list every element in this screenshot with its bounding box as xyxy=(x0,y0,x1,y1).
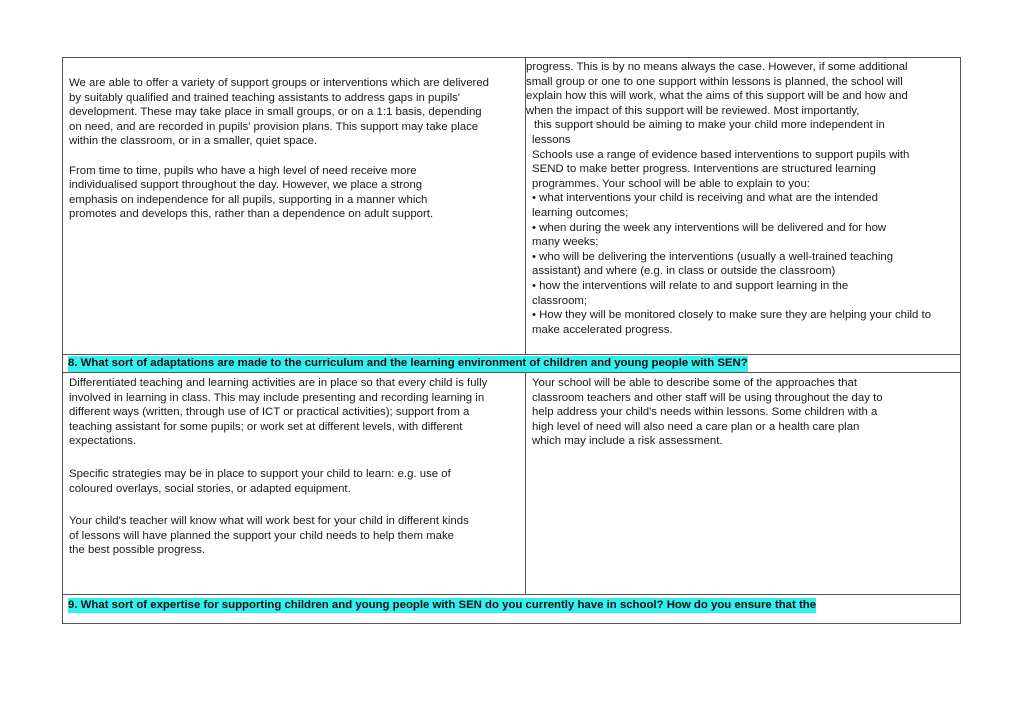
interventions-cell xyxy=(526,58,960,354)
text-line: small group or one to one support within lessons is planned, the school will xyxy=(526,75,903,88)
text-line: by suitably qualified and trained teaching assistants to address gaps in pupils' xyxy=(69,91,460,104)
text-line: on need, and are recorded in pupils' provision plans. This support may take place xyxy=(69,120,479,133)
section-8-heading: 8. What sort of adaptations are made to the curriculum and the learning environment of children and young people with SEN? xyxy=(68,356,748,372)
text-line: progress. This is by no means always the case. However, if some additional xyxy=(526,61,908,73)
text-line: lessons xyxy=(532,133,571,146)
text-line: coloured overlays, social stories, or adapted equipment. xyxy=(69,482,351,495)
text-line: of lessons will have planned the support your child needs to help them make xyxy=(69,529,454,542)
text-line: Your school will be able to describe some of the approaches that xyxy=(532,377,858,389)
text-line: make accelerated progress. xyxy=(532,323,673,336)
text-line: learning outcomes; xyxy=(532,206,629,219)
text-line: We are able to offer a variety of support groups or interventions which are delivered xyxy=(69,77,489,89)
section-9-heading: 9. What sort of expertise for supporting children and young people with SEN do you currently have in school? How do you ensure that the xyxy=(68,599,817,611)
text-line: teaching assistant for some pupils; or work set at different levels, with different xyxy=(69,420,463,433)
list-item: • what interventions your child is receiving and what are the intended xyxy=(532,192,878,205)
section-heading-row xyxy=(63,355,960,373)
text-line: emphasis on independence for all pupils, supporting in a manner which xyxy=(69,193,428,206)
text-line: when the impact of this support will be reviewed. Most importantly, xyxy=(526,104,860,117)
text-line: promotes and develops this, rather than a dependence on adult support. xyxy=(69,208,434,221)
list-item: • how the interventions will relate to and support learning in the xyxy=(532,279,849,292)
text-line: many weeks; xyxy=(532,236,599,249)
text-line: the best possible progress. xyxy=(69,544,206,557)
table-row xyxy=(63,373,960,595)
text-line: Your child's teacher will know what will work best for your child in different kinds xyxy=(69,515,469,528)
text-line: classroom teachers and other staff will be using throughout the day to xyxy=(532,391,883,404)
text-line: Schools use a range of evidence based interventions to support pupils with xyxy=(532,148,910,161)
list-item: • when during the week any interventions will be delivered and for how xyxy=(532,221,887,234)
support-groups-cell xyxy=(63,58,526,354)
text-line: within the classroom, or in a smaller, quiet space. xyxy=(69,135,318,148)
text-line: programmes. Your school will be able to explain to you: xyxy=(532,177,810,190)
text-line: Differentiated teaching and learning activities are in place so that every child is fully xyxy=(69,377,488,389)
differentiated-teaching-cell xyxy=(63,373,526,594)
paragraph-gap xyxy=(69,496,519,514)
list-item: • How they will be monitored closely to make sure they are helping your child to xyxy=(532,309,932,322)
text-line: high level of need will also need a care plan or a health care plan xyxy=(532,420,860,433)
text-line: Specific strategies may be in place to support your child to learn: e.g. use of xyxy=(69,467,451,480)
text-line: SEND to make better progress. Interventions are structured learning xyxy=(532,163,876,176)
section-heading-row xyxy=(63,595,960,623)
sen-information-table xyxy=(62,57,961,624)
paragraph-gap xyxy=(69,149,519,164)
text-line: explain how this will work, what the aims of this support will be and how and xyxy=(526,90,908,103)
text-line: different ways (written, through use of ICT or practical activities); support from a xyxy=(69,406,470,419)
paragraph-gap xyxy=(69,449,519,467)
approaches-cell xyxy=(526,373,960,594)
text-line: this support should be aiming to make your child more independent in xyxy=(534,119,885,132)
list-item: • who will be delivering the interventions (usually a well-trained teaching xyxy=(532,250,894,263)
text-line: assistant) and where (e.g. in class or outside the classroom) xyxy=(532,265,836,278)
table-row xyxy=(63,58,960,355)
text-line: help address your child's needs within lessons. Some children with a xyxy=(532,406,878,419)
text-line: expectations. xyxy=(69,435,137,448)
text-line: involved in learning in class. This may include presenting and recording learning in xyxy=(69,391,485,404)
text-line: development. These may take place in small groups, or on a 1:1 basis, depending xyxy=(69,106,482,119)
text-line: classroom; xyxy=(532,294,588,307)
text-line: individualised support throughout the day. However, we place a strong xyxy=(69,179,423,192)
text-line: which may include a risk assessment. xyxy=(532,435,723,448)
text-line: From time to time, pupils who have a high level of need receive more xyxy=(69,164,417,177)
